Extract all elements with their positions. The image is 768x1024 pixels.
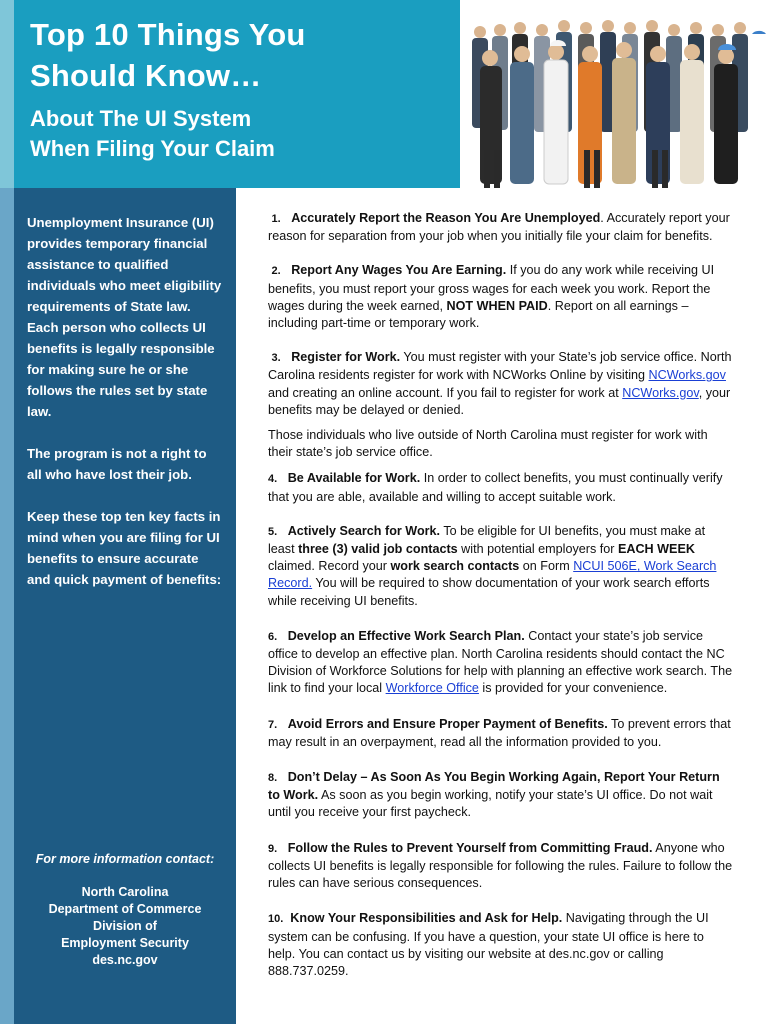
item-number: 6.	[268, 630, 278, 643]
list-item-3	[268, 349, 734, 419]
contact-line: Department of Commerce	[48, 902, 202, 916]
item-title: Report Any Wages You Are Earning.	[291, 263, 507, 278]
work-search-record-link[interactable]: NCUI 506E, Work Search Record.	[268, 559, 717, 591]
item-text: Contact your state’s job service office to develop an effective plan. North Carolina residents should contact the NC Division of Workforce Solutions for help with planning an effective work search. The link to find your local	[268, 628, 733, 696]
item-text: To be eligible for UI benefits, you must make at least	[268, 523, 706, 557]
contact-lead: For more information contact:	[35, 852, 215, 866]
contact-block	[14, 852, 236, 969]
item-title: Develop an Effective Work Search Plan.	[287, 628, 525, 643]
page-title	[30, 14, 444, 96]
item-text: As soon as you begin working, notify your state’s UI office. Do not wait until you receive your first paycheck.	[268, 788, 713, 820]
item-text: and creating an online account. If you fail to register for work at	[268, 385, 623, 400]
item-emphasis: three (3) valid job contacts	[298, 542, 458, 557]
item-text: is provided for your convenience.	[478, 681, 668, 696]
item-number: 2.	[271, 265, 281, 278]
item-text: . Report on all earnings – including part-time or temporary work.	[268, 298, 689, 331]
item-text: In order to collect benefits, you must continually verify that you are able, available and willing to accept suitable work.	[268, 471, 723, 504]
item-text: Anyone who collects UI benefits is legally responsible for following the rules. Failure to follow the rules can have serious consequences.	[268, 840, 733, 891]
sidebar-keep-facts-text: Keep these top ten key facts in mind when you are filing for UI benefits to ensure accurate and quick payment of benefits:	[27, 509, 222, 587]
main-content	[268, 210, 734, 997]
item-text: You will be required to show documentation of your work search efforts while receiving UI benefits.	[268, 576, 710, 608]
list-item-2	[268, 262, 734, 332]
workers-group-photo	[460, 0, 768, 188]
item-number: 8.	[268, 772, 278, 785]
item-emphasis: EACH WEEK	[617, 542, 695, 557]
subtitle-line-2: When Filing Your Claim	[30, 136, 275, 161]
list-item-8	[268, 769, 734, 822]
item-number: 3.	[271, 352, 281, 365]
contact-website: des.nc.gov	[92, 953, 158, 967]
item-3-extra-paragraph: Those individuals who live outside of North Carolina must register for work with their state’s job service office.	[268, 428, 708, 460]
list-item-7	[268, 716, 734, 751]
sidebar	[14, 188, 236, 1024]
item-emphasis: NOT WHEN PAID	[446, 298, 548, 313]
item-number: 9.	[268, 842, 278, 855]
item-title: Be Available for Work.	[287, 471, 421, 486]
item-text: Navigating through the UI system can be confusing. If you have a question, your state UI office is here to help. You can contact us by visiting our website at des.nc.gov or calling 888.737.0259.	[268, 911, 709, 978]
item-text: To prevent errors that may result in an overpayment, read all the information provided to you.	[268, 716, 731, 749]
item-text: . Accurately report your reason for separation from your job when you initially file your claim for benefits.	[268, 211, 730, 244]
subtitle-line-1: About The UI System	[30, 106, 252, 131]
item-text: You must register with your State’s job service office. North Carolina residents register for work with NCWorks Online by visiting	[268, 350, 732, 383]
item-title: Follow the Rules to Prevent Yourself from Committing Fraud.	[287, 840, 653, 855]
item-title: Accurately Report the Reason You Are Unemployed	[291, 211, 601, 225]
list-item-10	[268, 910, 734, 980]
list-item-5	[268, 523, 734, 610]
accent-strip-top	[0, 0, 14, 188]
item-number: 5.	[268, 525, 278, 538]
item-emphasis: work search contacts	[390, 559, 520, 574]
sidebar-intro-text: Unemployment Insurance (UI) provides temporary financial assistance to qualified individuals who meet eligibility requirements of State law. Each person who collects UI benefits is legally responsible for making sure he or she follows the rules set by state law.	[27, 215, 222, 419]
workers-group-illustration	[460, 0, 768, 188]
item-number: 10.	[268, 913, 284, 926]
item-title: Avoid Errors and Ensure Proper Payment of Benefits.	[287, 716, 608, 731]
title-line-1: Top 10 Things You	[30, 17, 306, 52]
item-title: Register for Work.	[291, 350, 401, 365]
sidebar-not-a-right-text: The program is not a right to all who have lost their job.	[27, 446, 207, 482]
item-text: with potential employers for	[457, 542, 618, 557]
item-text: on Form	[519, 559, 574, 574]
item-number: 4.	[268, 473, 278, 486]
list-item-6	[268, 628, 734, 698]
header-banner	[14, 0, 460, 188]
ncworks-link[interactable]: NCWorks.gov	[648, 368, 726, 383]
title-line-2: Should Know…	[30, 58, 262, 93]
item-number: 7.	[268, 718, 278, 731]
list-item-9	[268, 840, 734, 893]
item-text: claimed. Record your	[268, 559, 391, 574]
workforce-office-link[interactable]: Workforce Office	[385, 681, 479, 696]
contact-line: Division of	[93, 919, 157, 933]
ncworks-link[interactable]: NCWorks.gov	[622, 385, 699, 400]
page-subtitle	[30, 104, 444, 164]
item-text: , your benefits may be delayed or denied.	[268, 385, 731, 417]
left-accent-strip	[0, 0, 14, 1024]
list-item-4	[268, 470, 734, 505]
item-text: If you do any work while receiving UI benefits, you must report your gross wages for each week you work. Report the wages during the week earned,	[268, 263, 715, 313]
item-title: Don’t Delay – As Soon As You Begin Working Again, Report Your Return to Work.	[268, 770, 720, 803]
item-number: 1.	[271, 213, 281, 225]
contact-line: Employment Security	[61, 936, 189, 950]
list-item-1	[268, 210, 734, 245]
contact-line: North Carolina	[81, 885, 169, 899]
item-title: Actively Search for Work.	[287, 523, 441, 538]
item-title: Know Your Responsibilities and Ask for Help.	[290, 911, 563, 926]
